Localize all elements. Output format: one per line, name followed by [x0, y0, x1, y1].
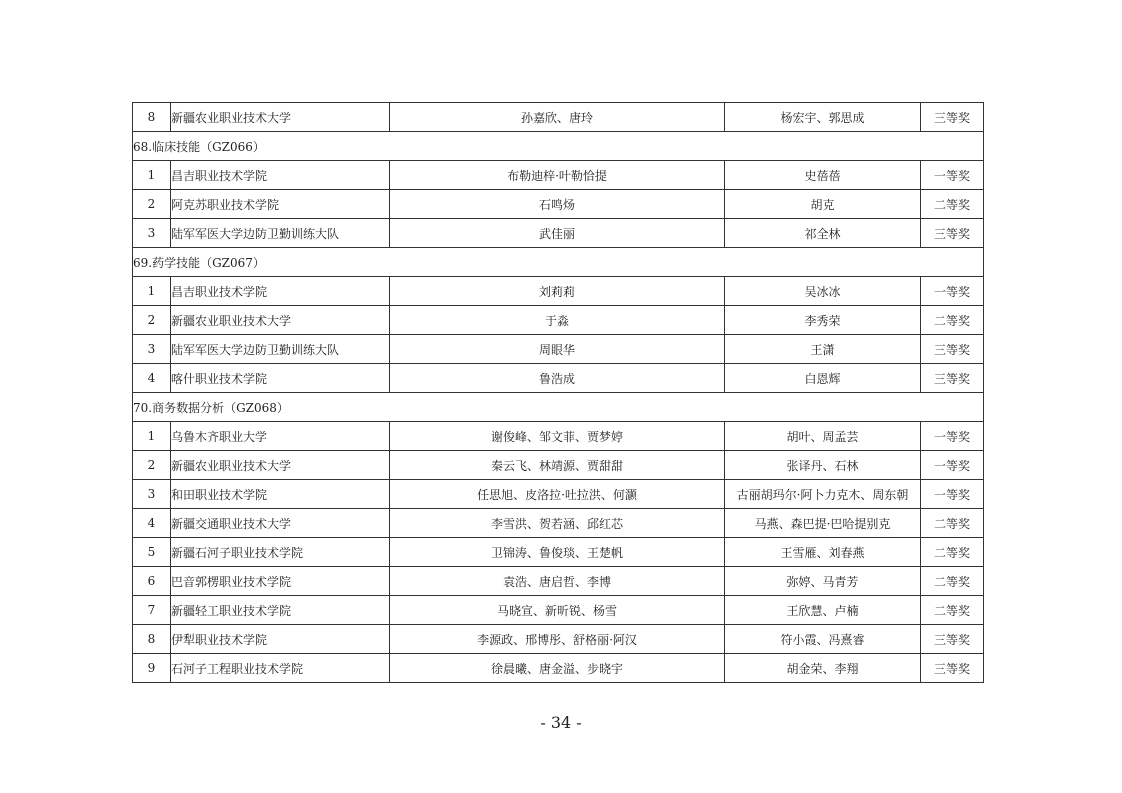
- award-level-cell: 二等奖: [921, 596, 984, 625]
- section-header-row: [133, 248, 984, 277]
- school-cell: 新疆农业职业技术大学: [171, 306, 390, 335]
- teacher-names-cell: 白恩辉: [725, 364, 921, 393]
- award-level-cell: 三等奖: [921, 625, 984, 654]
- rank-number-cell: 2: [133, 190, 171, 219]
- teacher-names-cell: 古丽胡玛尔·阿卜力克木、周东朝: [725, 480, 921, 509]
- table-row: [133, 277, 984, 306]
- table-row: [133, 509, 984, 538]
- student-names-cell: 马晓宣、新昕锐、杨雪: [390, 596, 725, 625]
- rank-number-cell: 6: [133, 567, 171, 596]
- school-cell: 新疆轻工职业技术学院: [171, 596, 390, 625]
- student-names-cell: 孙嘉欣、唐玲: [390, 103, 725, 132]
- school-cell: 昌吉职业技术学院: [171, 161, 390, 190]
- award-level-cell: 三等奖: [921, 219, 984, 248]
- teacher-names-cell: 胡金荣、李翔: [725, 654, 921, 683]
- teacher-names-cell: 杨宏宇、郭思成: [725, 103, 921, 132]
- school-cell: 新疆农业职业技术大学: [171, 103, 390, 132]
- teacher-names-cell: 王雪雁、刘春燕: [725, 538, 921, 567]
- rank-number-cell: 8: [133, 103, 171, 132]
- award-level-cell: 二等奖: [921, 306, 984, 335]
- section-header-row: [133, 132, 984, 161]
- school-cell: 乌鲁木齐职业大学: [171, 422, 390, 451]
- rank-number-cell: 4: [133, 364, 171, 393]
- school-cell: 昌吉职业技术学院: [171, 277, 390, 306]
- student-names-cell: 布勒迪梓·叶勒恰提: [390, 161, 725, 190]
- table-row: [133, 654, 984, 683]
- student-names-cell: 卫锦涛、鲁俊琰、王楚帆: [390, 538, 725, 567]
- teacher-names-cell: 史蓓蓓: [725, 161, 921, 190]
- rank-number-cell: 3: [133, 335, 171, 364]
- student-names-cell: 周眼华: [390, 335, 725, 364]
- table-row: [133, 219, 984, 248]
- table-row: [133, 625, 984, 654]
- school-cell: 喀什职业技术学院: [171, 364, 390, 393]
- student-names-cell: 武佳丽: [390, 219, 725, 248]
- teacher-names-cell: 吴冰冰: [725, 277, 921, 306]
- table-row: [133, 306, 984, 335]
- table-row: [133, 161, 984, 190]
- table-row: [133, 335, 984, 364]
- section-title: 68.临床技能（GZ066）: [133, 132, 984, 161]
- award-level-cell: 三等奖: [921, 335, 984, 364]
- rank-number-cell: 9: [133, 654, 171, 683]
- award-level-cell: 三等奖: [921, 103, 984, 132]
- awards-table-body: [133, 103, 984, 683]
- rank-number-cell: 7: [133, 596, 171, 625]
- teacher-names-cell: 符小霞、冯熹睿: [725, 625, 921, 654]
- rank-number-cell: 2: [133, 451, 171, 480]
- student-names-cell: 石鸣炀: [390, 190, 725, 219]
- student-names-cell: 袁浩、唐启哲、李博: [390, 567, 725, 596]
- school-cell: 陆军军医大学边防卫勤训练大队: [171, 335, 390, 364]
- rank-number-cell: 1: [133, 422, 171, 451]
- student-names-cell: 李雪洪、贺若涵、邱红芯: [390, 509, 725, 538]
- table-row: [133, 422, 984, 451]
- teacher-names-cell: 王潇: [725, 335, 921, 364]
- student-names-cell: 徐晨曦、唐金溢、步晓宇: [390, 654, 725, 683]
- rank-number-cell: 3: [133, 480, 171, 509]
- rank-number-cell: 1: [133, 161, 171, 190]
- student-names-cell: 李源政、邢博彤、舒格丽·阿汉: [390, 625, 725, 654]
- school-cell: 陆军军医大学边防卫勤训练大队: [171, 219, 390, 248]
- table-row: [133, 190, 984, 219]
- teacher-names-cell: 马燕、森巴提·巴哈提别克: [725, 509, 921, 538]
- student-names-cell: 鲁浩成: [390, 364, 725, 393]
- school-cell: 石河子工程职业技术学院: [171, 654, 390, 683]
- rank-number-cell: 2: [133, 306, 171, 335]
- school-cell: 阿克苏职业技术学院: [171, 190, 390, 219]
- rank-number-cell: 3: [133, 219, 171, 248]
- student-names-cell: 于淼: [390, 306, 725, 335]
- teacher-names-cell: 李秀荣: [725, 306, 921, 335]
- section-title: 70.商务数据分析（GZ068）: [133, 393, 984, 422]
- award-level-cell: 一等奖: [921, 161, 984, 190]
- school-cell: 伊犁职业技术学院: [171, 625, 390, 654]
- award-level-cell: 一等奖: [921, 277, 984, 306]
- award-level-cell: 二等奖: [921, 190, 984, 219]
- school-cell: 新疆农业职业技术大学: [171, 451, 390, 480]
- rank-number-cell: 4: [133, 509, 171, 538]
- teacher-names-cell: 祁全林: [725, 219, 921, 248]
- award-level-cell: 一等奖: [921, 451, 984, 480]
- table-row: [133, 364, 984, 393]
- school-cell: 新疆交通职业技术大学: [171, 509, 390, 538]
- section-title: 69.药学技能（GZ067）: [133, 248, 984, 277]
- table-row: [133, 103, 984, 132]
- table-row: [133, 538, 984, 567]
- table-row: [133, 480, 984, 509]
- award-level-cell: 一等奖: [921, 480, 984, 509]
- awards-table: [132, 102, 984, 683]
- rank-number-cell: 1: [133, 277, 171, 306]
- teacher-names-cell: 张译丹、石林: [725, 451, 921, 480]
- section-header-row: [133, 393, 984, 422]
- student-names-cell: 刘莉莉: [390, 277, 725, 306]
- award-level-cell: 二等奖: [921, 567, 984, 596]
- award-level-cell: 三等奖: [921, 364, 984, 393]
- award-level-cell: 三等奖: [921, 654, 984, 683]
- award-level-cell: 一等奖: [921, 422, 984, 451]
- student-names-cell: 谢俊峰、邹文菲、贾梦婷: [390, 422, 725, 451]
- school-cell: 新疆石河子职业技术学院: [171, 538, 390, 567]
- teacher-names-cell: 王欣慧、卢楠: [725, 596, 921, 625]
- school-cell: 和田职业技术学院: [171, 480, 390, 509]
- table-row: [133, 596, 984, 625]
- table-row: [133, 451, 984, 480]
- rank-number-cell: 8: [133, 625, 171, 654]
- student-names-cell: 秦云飞、林靖源、贾甜甜: [390, 451, 725, 480]
- student-names-cell: 任思旭、皮洛拉·吐拉洪、何灏: [390, 480, 725, 509]
- teacher-names-cell: 弥婷、马青芳: [725, 567, 921, 596]
- teacher-names-cell: 胡叶、周孟芸: [725, 422, 921, 451]
- award-level-cell: 二等奖: [921, 509, 984, 538]
- table-row: [133, 567, 984, 596]
- rank-number-cell: 5: [133, 538, 171, 567]
- school-cell: 巴音郭楞职业技术学院: [171, 567, 390, 596]
- page-number: - 34 -: [540, 713, 582, 732]
- teacher-names-cell: 胡克: [725, 190, 921, 219]
- award-level-cell: 二等奖: [921, 538, 984, 567]
